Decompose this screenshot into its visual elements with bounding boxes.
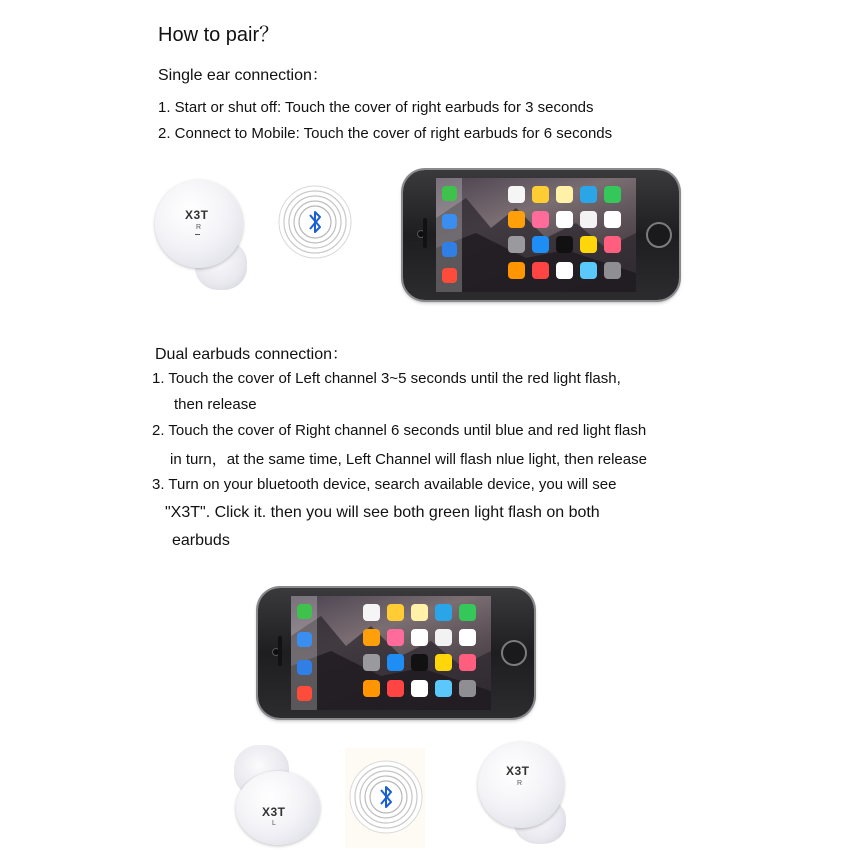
bluetooth-icon (349, 760, 423, 834)
app-icon (411, 629, 428, 646)
phone-app-icon (297, 604, 312, 619)
safari-app-icon (442, 242, 457, 257)
app-icon (604, 186, 621, 203)
earbud-side-label: L (272, 820, 276, 827)
calendar-app-icon (604, 211, 621, 228)
app-icon (363, 604, 380, 621)
app-icon (532, 186, 549, 203)
dual-heading: Dual earbuds connection： (155, 346, 349, 363)
app-icon (580, 262, 597, 279)
music-app-icon (297, 686, 312, 701)
dual-step-2a: 2. Touch the cover of Right channel 6 seconds until blue and red light flash (152, 422, 647, 439)
app-icon (435, 680, 452, 697)
earpiece-speaker (278, 636, 282, 666)
phone-screen (436, 178, 636, 292)
home-button (501, 640, 527, 666)
stocks-app-icon (411, 654, 428, 671)
photos-app-icon (459, 654, 476, 671)
earbud-brand-label: X3T (506, 764, 530, 778)
dual-step-1a: 1. Touch the cover of Left channel 3~5 seconds until the red light flash, (152, 370, 621, 387)
single-step-1: 1. Start or shut off: Touch the cover of right earbuds for 3 seconds (158, 99, 594, 116)
earpiece-speaker (423, 218, 427, 248)
clock-app-icon (435, 629, 452, 646)
bluetooth-panel (345, 748, 425, 848)
mail-app-icon (297, 632, 312, 647)
home-button (646, 222, 672, 248)
app-icon (387, 680, 404, 697)
earbud-side-label: R (196, 224, 202, 231)
app-icon (363, 629, 380, 646)
appstore-app-icon (532, 236, 549, 253)
earbud-led-mark (195, 234, 200, 235)
page-title: How to pair？ (158, 24, 280, 46)
single-step-2: 2. Connect to Mobile: Touch the cover of right earbuds for 6 seconds (158, 125, 613, 142)
appstore-app-icon (387, 654, 404, 671)
settings-app-icon (508, 236, 525, 253)
app-icon (556, 211, 573, 228)
earbud-brand-label: X3T (185, 208, 209, 222)
dual-step-3b: "X3T". Click it. then you will see both green light flash on both (165, 504, 600, 521)
single-heading: Single ear connection： (158, 67, 328, 84)
app-icon (387, 629, 404, 646)
dual-step-1b: then release (174, 396, 257, 413)
bluetooth-icon (278, 185, 352, 259)
dual-step-3c: earbuds (172, 532, 230, 549)
settings-app-icon (363, 654, 380, 671)
dual-step-2b: in turn，at the same time, Left Channel will flash nlue light, then release (170, 451, 647, 468)
app-icon (508, 211, 525, 228)
left-earbud-image (232, 745, 327, 845)
smartphone-image (403, 170, 679, 300)
app-icon (556, 186, 573, 203)
app-icon (363, 680, 380, 697)
app-icon (580, 186, 597, 203)
mail-app-icon (442, 214, 457, 229)
app-icon (411, 604, 428, 621)
calendar-app-icon (459, 629, 476, 646)
smartphone-image-2 (258, 588, 534, 718)
app-icon (532, 262, 549, 279)
right-earbud-image (155, 180, 255, 290)
app-icon (556, 262, 573, 279)
dual-step-3a: 3. Turn on your bluetooth device, search available device, you will see (152, 476, 617, 493)
clock-app-icon (580, 211, 597, 228)
app-icon (387, 604, 404, 621)
music-app-icon (442, 268, 457, 283)
right-earbud-image-2 (474, 740, 574, 845)
camera-app-icon (459, 680, 476, 697)
safari-app-icon (297, 660, 312, 675)
app-icon (508, 186, 525, 203)
app-icon (459, 604, 476, 621)
earbud-side-label: R (517, 780, 523, 787)
earbud-brand-label: X3T (262, 805, 286, 819)
phone-app-icon (442, 186, 457, 201)
photos-app-icon (604, 236, 621, 253)
app-icon (580, 236, 597, 253)
camera-app-icon (604, 262, 621, 279)
app-icon (532, 211, 549, 228)
app-icon (508, 262, 525, 279)
app-icon (435, 654, 452, 671)
app-icon (435, 604, 452, 621)
app-icon (411, 680, 428, 697)
phone-screen (291, 596, 491, 710)
stocks-app-icon (556, 236, 573, 253)
